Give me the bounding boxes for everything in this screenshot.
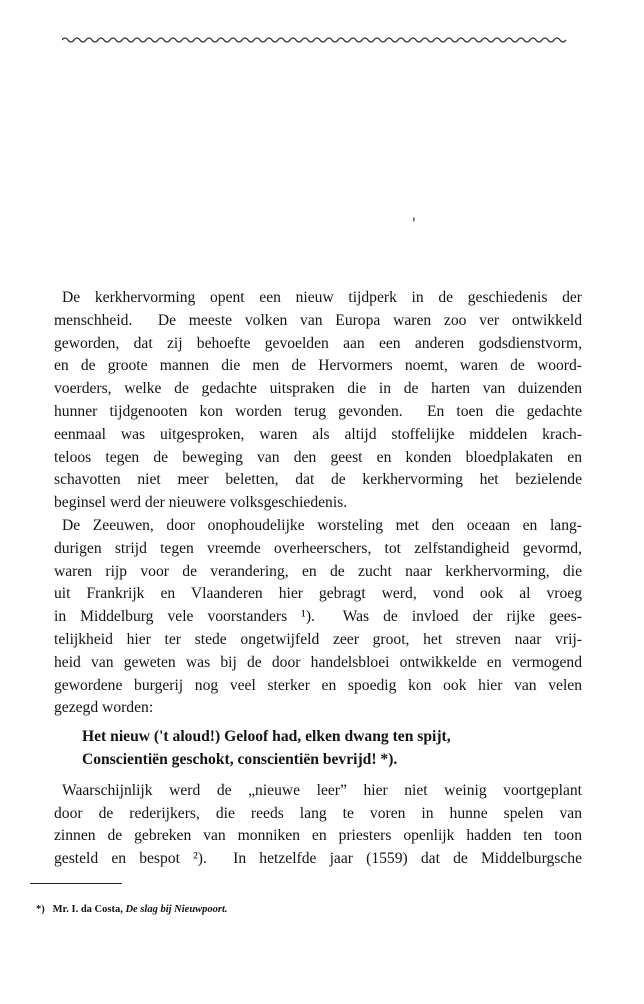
text-line: eenmaal was uitgesproken, waren als altijd stoffelijke middelen krach- <box>54 425 582 443</box>
text-line: gewordene burgerij nog veel sterker en spoedig kon ook hier van velen <box>54 676 582 694</box>
text-line: De kerkhervorming opent een nieuw tijdperk in de geschiedenis der <box>62 289 582 306</box>
paragraph-3 <box>54 780 582 871</box>
text-line: schavotten niet meer beletten, dat de kerkhervorming het bezielende <box>54 471 582 489</box>
header-ornament-rule <box>62 33 568 47</box>
text-line: door de rederijkers, die reeds lang te voren in hunne spelen van <box>54 804 582 822</box>
text-line: De Zeeuwen, door onophoudelijke worsteling met den oceaan en lang- <box>62 516 582 534</box>
body-text <box>54 287 582 871</box>
footnote-marker: *) <box>36 904 45 915</box>
text-line: Waarschijnlijk werd de „nieuwe leer” hier niet weinig voortgeplant <box>62 781 582 799</box>
text-line: gezegd worden: <box>54 699 154 717</box>
footnote-author: Mr. I. da Costa, <box>52 904 123 915</box>
quote-line: Het nieuw ('t aloud!) Geloof had, elken dwang ten spijt, <box>82 728 451 746</box>
quote-line: Conscientiën geschokt, conscientiën bevrijd! *). <box>82 750 398 768</box>
text-line: gesteld en bespot ²). In hetzelfde jaar (1559) dat de Middelburgsche <box>54 850 582 868</box>
text-line: zinnen de gebreken van monniken en priesters openlijk hadden ten toon <box>54 827 582 845</box>
stray-print-mark: ' <box>412 216 416 232</box>
text-line: waren rijp voor de verandering, en de zucht naar kerkhervorming, die <box>54 562 582 580</box>
footnote <box>36 904 228 916</box>
text-line: heid van geweten was bij de door handelsbloei ontwikkelde en vermogend <box>54 653 582 671</box>
footnote-title: De slag bij Nieuwpoort. <box>125 904 228 915</box>
footnote-rule <box>30 883 122 884</box>
paragraph-2 <box>54 515 582 720</box>
text-line: menschheid. De meeste volken van Europa waren zoo ver ontwikkeld <box>54 311 582 329</box>
paragraph-1 <box>54 287 582 515</box>
text-line: voerders, welke de gedachte uitspraken die in de harten van duizenden <box>54 380 582 398</box>
text-line: teloos tegen de beweging van den geest en konden bloedplakaten en <box>54 448 582 466</box>
text-line: hunner tijdgenooten kon worden terug gevonden. En toen die gedachte <box>54 402 582 420</box>
verse-quote <box>82 726 552 772</box>
text-line: geworden, dat zij behoefte gevoelden aan een anderen godsdienstvorm, <box>54 334 582 352</box>
text-line: uit Frankrijk en Vlaanderen hier gebragt werd, vond ook al vroeg <box>54 585 582 603</box>
text-line: beginsel werd der nieuwere volksgeschiedenis. <box>54 494 348 512</box>
text-line: telijkheid hier ter stede ongetwijfeld zeer groot, het streven naar vrij- <box>54 630 582 648</box>
text-line: en de groote mannen die men de Hervormers noemt, waren de woord- <box>54 357 582 375</box>
text-line: in Middelburg vele voorstanders ¹). Was de invloed der rijke gees- <box>54 608 582 626</box>
text-line: durigen strijd tegen vreemde overheerschers, tot zelfstandigheid gevormd, <box>54 539 582 557</box>
